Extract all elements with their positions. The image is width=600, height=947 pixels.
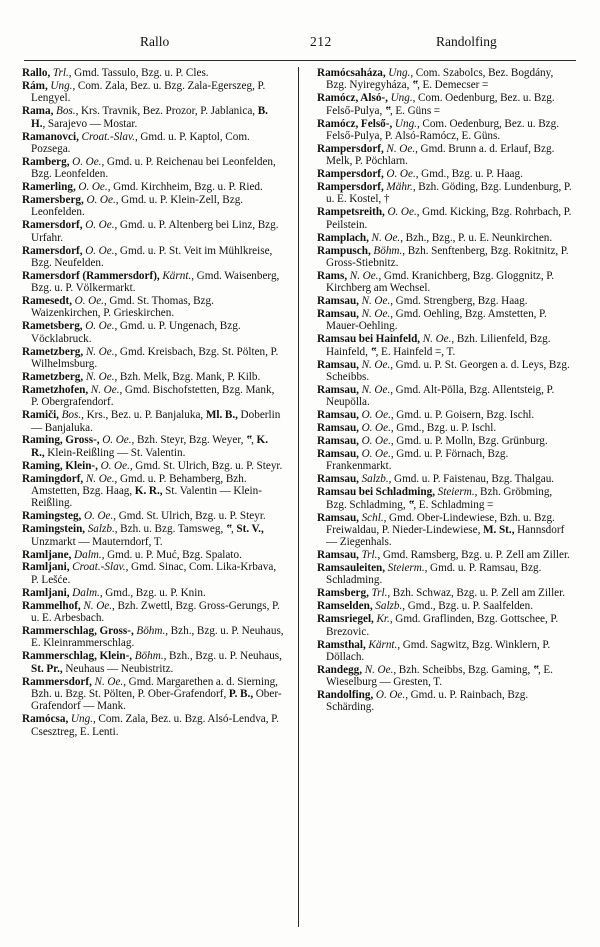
dictionary-entry: Rametzberg, N. Oe., Bzh. Melk, Bzg. Mank, P. Kilb. bbox=[22, 370, 261, 383]
dictionary-entry: Rammerschlag, Gross-, Böhm., Bzh., Bzg. u. P. Neuhaus, E. Kleinrammerschlag. bbox=[22, 624, 284, 650]
dictionary-entry: Ramsau, Trl., Gmd. Ramsberg, Bzg. u. P. Zell am Ziller. bbox=[317, 549, 570, 562]
dictionary-entry: Rampetsreith, O. Oe., Gmd. Kicking, Bzg. Rohrbach, P. Peilstein. bbox=[317, 206, 572, 231]
dictionary-entry: Ramanovci, Croat.-Slav., Gmd. u. P. Kaptol, Com. Pozsega. bbox=[22, 130, 250, 155]
dictionary-entry: Rammelhof, N. Oe., Bzh. Zwettl, Bzg. Gross-Gerungs, P. u. E. Arbesbach. bbox=[22, 599, 280, 625]
dictionary-entry: Ramesedt, O. Oe., Gmd. St. Thomas, Bzg. Waizenkirchen, P. Grieskirchen. bbox=[22, 295, 214, 320]
dictionary-entry: Ramsthal, Kärnt., Gmd. Sagwitz, Bzg. Winklern, P. Döllach. bbox=[317, 638, 551, 663]
dictionary-entry: Rampersdorf, N. Oe., Gmd. Brunn a. d. Erlauf, Bzg. Melk, P. Pöchlarn. bbox=[317, 142, 555, 168]
dictionary-entry: Ramljani, Dalm., Gmd., Bzg. u. P. Knin. bbox=[22, 586, 206, 599]
dictionary-entry: Rampersdorf, Mähr., Bzh. Göding, Bzg. Lundenburg, P. u. E. Kostel, † bbox=[317, 181, 572, 206]
page-number: 212 bbox=[310, 34, 332, 49]
dictionary-entry: Randolfing, O. Oe., Gmd. u. P. Rainbach, Bzg. Schärding. bbox=[317, 689, 529, 714]
running-head-left: Rallo bbox=[140, 34, 170, 49]
dictionary-entry: Ramersdorf (Rammersdorf), Kärnt., Gmd. Waisenberg, Bzg. u. P. Völkermarkt. bbox=[22, 269, 280, 295]
dictionary-entry: Randegg, N. Oe., Bzh. Scheibbs, Bzg. Gaming, ‟, E. Wieselburg — Gresten, T. bbox=[317, 663, 553, 689]
dictionary-entry: Ramljani, Croat.-Slav., Gmd. Sinac, Com. Lika-Krbava, P. Lešće. bbox=[22, 561, 277, 586]
dictionary-entry: Ramsau, O. Oe., Gmd. u. P. Molln, Bzg. Grünburg. bbox=[317, 435, 548, 448]
dictionary-entry: Ramersberg, O. Oe., Gmd. u. P. Klein-Zell, Bzg. Leonfelden. bbox=[22, 194, 244, 219]
dictionary-entry: Rampersdorf, O. Oe., Gmd., Bzg. u. P. Haag. bbox=[317, 168, 523, 181]
left-column bbox=[22, 67, 294, 927]
dictionary-entry: Raming, Klein-, O. Oe., Gmd. St. Ulrich, Bzg. u. P. Steyr. bbox=[22, 459, 283, 472]
dictionary-entry: Ramsau, N. Oe., Gmd. Alt-Pölla, Bzg. Allentsteig, P. Neupölla. bbox=[317, 383, 555, 409]
column-divider bbox=[298, 67, 299, 927]
dictionary-entry: Ramersdorf, O. Oe., Gmd. u. P. St. Veit im Mühlkreise, Bzg. Neufelden. bbox=[22, 244, 273, 269]
dictionary-entry: Ramsau, Salzb., Gmd. u. P. Faistenau, Bzg. Thalgau. bbox=[317, 473, 555, 486]
dictionary-entry: Ramingsteg, O. Oe., Gmd. St. Ulrich, Bzg. u. P. Steyr. bbox=[22, 510, 266, 523]
dictionary-entry: Rammersdorf, N. Oe., Gmd. Margarethen a. d. Sierning, Bzh. u. Bzg. St. Pölten, P. Ober-Grafendorf, P. B., Ober-Grafendorf — Mank. bbox=[22, 675, 282, 713]
dictionary-entry: Ramsau bei Hainfeld, N. Oe., Bzh. Lilienfeld, Bzg. Hainfeld, ‟, E. Hainfeld =, T. bbox=[317, 333, 551, 358]
columns-container bbox=[22, 67, 578, 927]
dictionary-entry: Ramsau bei Schladming, Steierm., Bzh. Gröbming, Bzg. Schladming, ‟, E. Schladming = bbox=[317, 486, 553, 511]
dictionary-entry: Rametzberg, N. Oe., Gmd. Kreisbach, Bzg. St. Pölten, P. Wilhelmsburg. bbox=[22, 345, 279, 371]
dictionary-entry: Ramberg, O. Oe., Gmd. u. P. Reichenau bei Leonfelden, Bzg. Leonfelden. bbox=[22, 155, 276, 181]
dictionary-entry: Ramócz, Felső-, Ung., Com. Oedenburg, Bez. u. Bzg. Felső-Pulya, P. Alsó-Ramócz, E. Güns. bbox=[317, 117, 560, 142]
header-rule bbox=[24, 60, 576, 61]
dictionary-entry: Ramsau, N. Oe., Gmd. u. P. St. Georgen a. d. Leys, Bzg. Scheibbs. bbox=[317, 358, 570, 383]
dictionary-entry: Rampusch, Böhm., Bzh. Senftenberg, Bzg. Rokitnitz, P. Gross-Stiebnitz. bbox=[317, 244, 569, 269]
dictionary-entry: Ramócsaháza, Ung., Com. Szabolcs, Bez. Bogdány, Bzg. Nyiregyháza, ‟, E. Demecser = bbox=[317, 67, 554, 92]
right-column bbox=[303, 67, 575, 927]
dictionary-entry: Rallo, Trl., Gmd. Tassulo, Bzg. u. P. Cles. bbox=[22, 67, 209, 79]
dictionary-entry: Ramsau, N. Oe., Gmd. Oehling, Bzg. Amstetten, P. Mauer-Oehling. bbox=[317, 308, 547, 333]
dictionary-entry: Ramerling, O. Oe., Gmd. Kirchheim, Bzg. u. P. Ried. bbox=[22, 181, 263, 194]
dictionary-entry: Ramiči, Bos., Krs., Bez. u. P. Banjaluka, Ml. B., Doberlin — Banjaluka. bbox=[22, 409, 281, 434]
dictionary-entry: Ramsau, Schl., Gmd. Ober-Lindewiese, Bzh. u. Bzg. Freiwaldau, P. Nieder-Lindewiese, M. St., Hannsdorf — Ziegenhals. bbox=[317, 511, 565, 549]
running-head bbox=[22, 34, 578, 56]
dictionary-entry: Rammerschlag, Klein-, Böhm., Bzh., Bzg. u. P. Neuhaus, St. Pr., Neuhaus — Neubistritz. bbox=[22, 650, 282, 675]
dictionary-entry: Ramingdorf, N. Oe., Gmd. u. P. Behamberg, Bzh. Amstetten, Bzg. Haag, K. R., St. Valentin — Klein-Reißling. bbox=[22, 472, 262, 510]
dictionary-entry: Ramljane, Dalm., Gmd. u. P. Muć, Bzg. Spalato. bbox=[22, 548, 242, 561]
dictionary-entry: Ramplach, N. Oe., Bzh., Bzg., P. u. E. Neunkirchen. bbox=[317, 231, 553, 244]
dictionary-entry: Rám, Ung., Com. Zala, Bez. u. Bzg. Zala-Egerszeg, P. Lengyel. bbox=[22, 79, 266, 105]
dictionary-entry: Ramersdorf, O. Oe., Gmd. u. P. Altenberg bei Linz, Bzg. Urfahr. bbox=[22, 219, 279, 244]
dictionary-entry: Rams, N. Oe., Gmd. Kranichberg, Bzg. Gloggnitz, P. Kirchberg am Wechsel. bbox=[317, 269, 555, 295]
dictionary-entry: Ramsau, O. Oe., Gmd. u. P. Goisern, Bzg. Ischl. bbox=[317, 409, 535, 422]
dictionary-entry: Ramsau, N. Oe., Gmd. Strengberg, Bzg. Haag. bbox=[317, 295, 528, 308]
dictionary-entry: Ramingstein, Salzb., Bzh. u. Bzg. Tamsweg, ‟, St. V., Unzmarkt — Mauterndorf, T. bbox=[22, 523, 264, 548]
dictionary-entry: Ramsau, O. Oe., Gmd., Bzg. u. P. Ischl. bbox=[317, 422, 497, 435]
dictionary-entry: Raming, Gross-, O. Oe., Bzh. Steyr, Bzg. Weyer, ‟, K. R., Klein-Reißling — St. Valentin. bbox=[22, 434, 268, 459]
dictionary-entry: Ramócz, Alsó-, Ung., Com. Oedenburg, Bez. u. Bzg. Felső-Pulya, ‟, E. Güns = bbox=[317, 92, 555, 117]
dictionary-entry: Ramsriegel, Kr., Gmd. Graflinden, Bzg. Gottschee, P. Brezovic. bbox=[317, 613, 559, 638]
dictionary-entry: Ramsberg, Trl., Bzh. Schwaz, Bzg. u. P. Zell am Ziller. bbox=[317, 587, 566, 600]
dictionary-entry: Rametsberg, O. Oe., Gmd. u. P. Ungenach, Bzg. Vöcklabruck. bbox=[22, 320, 241, 345]
dictionary-entry: Ramócsa, Ung., Com. Zala, Bez. u. Bzg. Alsó-Lendva, P. Csesztreg, E. Lenti. bbox=[22, 713, 279, 738]
dictionary-entry: Rama, Bos., Krs. Travnik, Bez. Prozor, P. Jablanica, B. H., Sarajevo — Mostar. bbox=[22, 105, 268, 130]
dictionary-entry: Rametzhofen, N. Oe., Gmd. Bischofstetten, Bzg. Mank, P. Obergrafendorf. bbox=[22, 383, 275, 409]
dictionary-entry: Ramselden, Salzb., Gmd., Bzg. u. P. Saalfelden. bbox=[317, 600, 534, 613]
running-head-right: Randolfing bbox=[436, 34, 497, 49]
dictionary-entry: Ramsau, O. Oe., Gmd. u. P. Förnach, Bzg. Frankenmarkt. bbox=[317, 448, 509, 473]
dictionary-entry: Ramsauleiten, Steierm., Gmd. u. P. Ramsau, Bzg. Schladming. bbox=[317, 562, 542, 587]
